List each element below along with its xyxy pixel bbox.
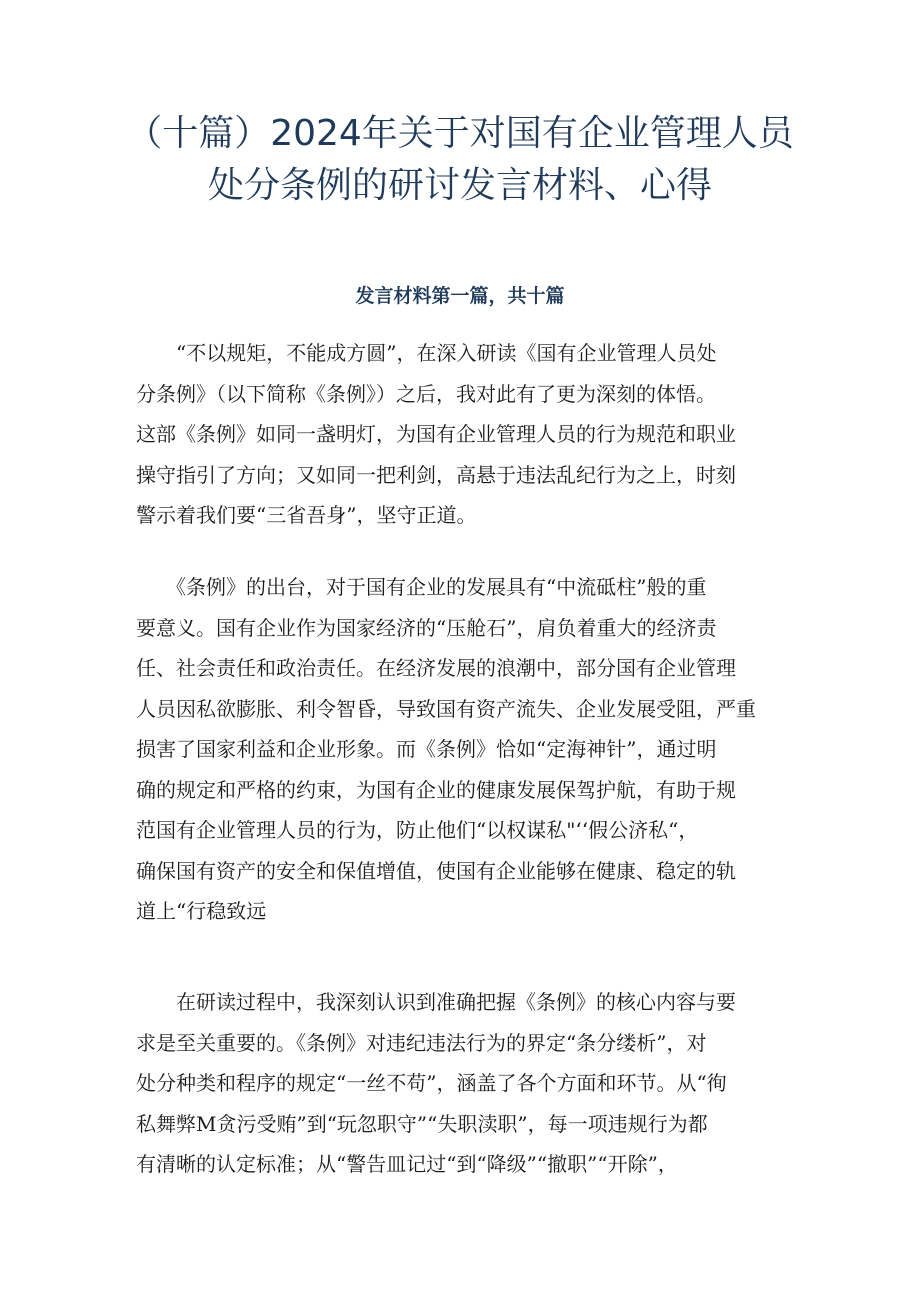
paragraph-line: 要意义。国有企业作为国家经济的“压舱石”，肩负着重大的经济责 <box>136 615 717 640</box>
paragraph-line: 这部《条例》如同一盏明灯，为国有企业管理人员的行为规范和职业 <box>136 422 736 446</box>
paragraph-line: 范国有企业管理人员的行为，防止他们“以权谋私"‘‘假公济私“， <box>136 818 699 842</box>
paragraph-line: 确保国有资产的安全和保值增值，使国有企业能够在健康、稳定的轨 <box>136 858 736 883</box>
paragraph-line: 处分种类和程序的规定“一丝不苟”，涵盖了各个方面和环节。从“徇 <box>136 1071 727 1095</box>
paragraph-line: 《条例》的出台，对于国有企业的发展具有“中流砥柱”般的重 <box>136 575 707 599</box>
paragraph-line: 人员因私欲膨胀、利令智昏，导致国有资产流失、企业发展受阻，严重 <box>136 696 756 721</box>
paragraph-2 <box>136 567 796 932</box>
paragraph-line: 确的规定和严格的约束，为国有企业的健康发展保驾护航，有助于规 <box>136 777 736 802</box>
paragraph-line: 道上“行稳致远 <box>136 899 267 923</box>
paragraph-line: 私舞弊M贪污受贿”到“玩忽职守”“失职渎职”，每一项违规行为都 <box>136 1111 708 1136</box>
section-subtitle: 发言材料第一篇，共十篇 <box>355 285 565 307</box>
document-title <box>80 108 840 212</box>
paragraph-line: 任、社会责任和政治责任。在经济发展的浪潮中，部分国有企业管理 <box>136 656 736 680</box>
paragraph-line: 损害了国家利益和企业形象。而《条例》恰如“定海神针”，通过明 <box>136 737 717 761</box>
paragraph-1 <box>136 333 796 536</box>
paragraph-3 <box>136 982 796 1185</box>
paragraph-line: 分条例》（以下简称《条例》）之后，我对此有了更为深刻的体悟。 <box>136 381 716 406</box>
paragraph-line: 在研读过程中，我深刻认识到准确把握《条例》的核心内容与要 <box>136 990 736 1014</box>
paragraph-line: 操守指引了方向；又如同一把利剑，高悬于违法乱纪行为之上，时刻 <box>136 462 736 487</box>
paragraph-line: 警示着我们要“三省吾身”，坚守正道。 <box>136 503 477 527</box>
paragraph-line: 求是至关重要的。《条例》对违纪违法行为的界定“条分缕析”，对 <box>136 1030 707 1055</box>
paragraph-line: “不以规矩，不能成方圆”，在深入研读《国有企业管理人员处 <box>136 341 717 365</box>
paragraph-line: 有清晰的认定标准；从“警告皿记过“到“降级”“撤职”“开除”， <box>136 1152 678 1176</box>
title-line-1: （十篇）2024年关于对国有企业管理人员 <box>126 113 794 154</box>
title-line-2: 处分条例的研讨发言材料、心得 <box>207 165 712 206</box>
